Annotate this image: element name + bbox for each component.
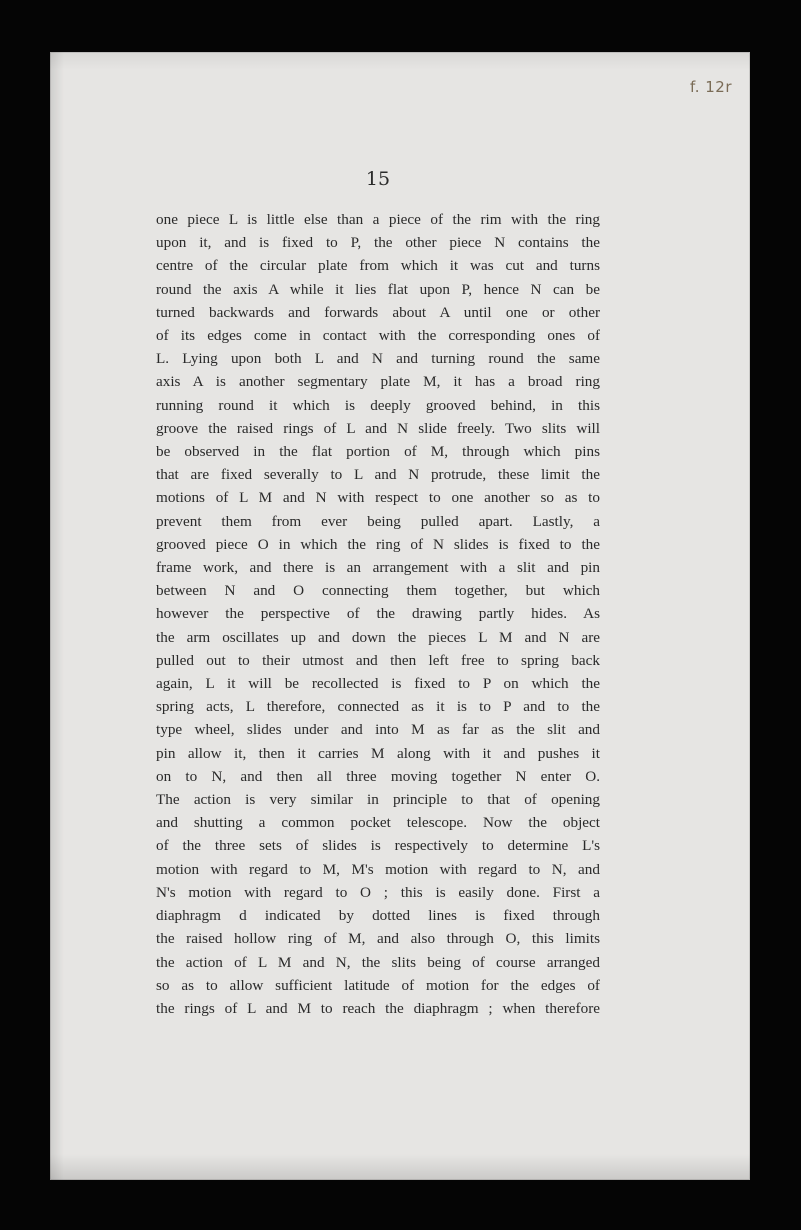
text-line: of its edges come in contact with the corresponding ones of — [156, 327, 600, 345]
text-line: so as to allow sufficient latitude of motion for the edges of — [156, 976, 600, 994]
text-line: between N and O connecting them together, but which — [156, 582, 600, 600]
text-line: pin allow it, then it carries M along with it and pushes it — [156, 744, 600, 762]
text-line: of the three sets of slides is respectively to determine L's — [156, 837, 600, 855]
text-line: that are fixed severally to L and N protrude, these limit the — [156, 466, 600, 484]
text-line: groove the raised rings of L and N slide freely. Two slits will — [156, 419, 600, 437]
text-line: The action is very similar in principle to that of opening — [156, 791, 600, 809]
text-line: turned backwards and forwards about A until one or other — [156, 303, 600, 321]
text-line: diaphragm d indicated by dotted lines is fixed through — [156, 907, 600, 925]
text-line: centre of the circular plate from which it was cut and turns — [156, 257, 600, 275]
page-number-text: 15 — [365, 168, 391, 190]
text-line: on to N, and then all three moving together N enter O. — [156, 767, 600, 785]
text-line: however the perspective of the drawing partly hides. As — [156, 605, 600, 623]
text-line: the action of L M and N, the slits being of course arranged — [156, 953, 600, 971]
text-line: again, L it will be recollected is fixed to P on which the — [156, 675, 600, 693]
text-line: type wheel, slides under and into M as far as the slit and — [156, 721, 600, 739]
text-line: spring acts, L therefore, connected as it is to P and to the — [156, 698, 600, 716]
text-line: upon it, and is fixed to P, the other piece N contains the — [156, 234, 600, 252]
text-line: prevent them from ever being pulled apart. Lastly, a — [156, 512, 600, 530]
text-line: grooved piece O in which the ring of N slides is fixed to the — [156, 535, 600, 553]
page-number — [50, 168, 750, 190]
folio-annotation: f. 12r — [690, 78, 732, 96]
text-line: L. Lying upon both L and N and turning round the same — [156, 350, 600, 368]
text-line: N's motion with regard to O ; this is easily done. First a — [156, 883, 600, 901]
text-line: axis A is another segmentary plate M, it has a broad ring — [156, 373, 600, 391]
text-line: running round it which is deeply grooved behind, in this — [156, 396, 600, 414]
text-line: one piece L is little else than a piece of the rim with the ring — [156, 211, 600, 228]
text-line: and shutting a common pocket telescope. Now the object — [156, 814, 600, 832]
text-line: the rings of L and M to reach the diaphragm ; when therefore — [156, 999, 600, 1017]
text-line: motions of L M and N with respect to one another so as to — [156, 489, 600, 507]
text-line: round the axis A while it lies flat upon P, hence N can be — [156, 280, 600, 298]
text-line: the arm oscillates up and down the pieces L M and N are — [156, 628, 600, 646]
text-line: the raised hollow ring of M, and also through O, this limits — [156, 930, 600, 948]
text-line: frame work, and there is an arrangement with a slit and pin — [156, 559, 600, 577]
text-line: motion with regard to M, M's motion with regard to N, and — [156, 860, 600, 878]
text-line: be observed in the flat portion of M, through which pins — [156, 443, 600, 461]
body-text — [156, 208, 600, 1020]
text-line: pulled out to their utmost and then left free to spring back — [156, 651, 600, 669]
book-page — [50, 52, 750, 1180]
